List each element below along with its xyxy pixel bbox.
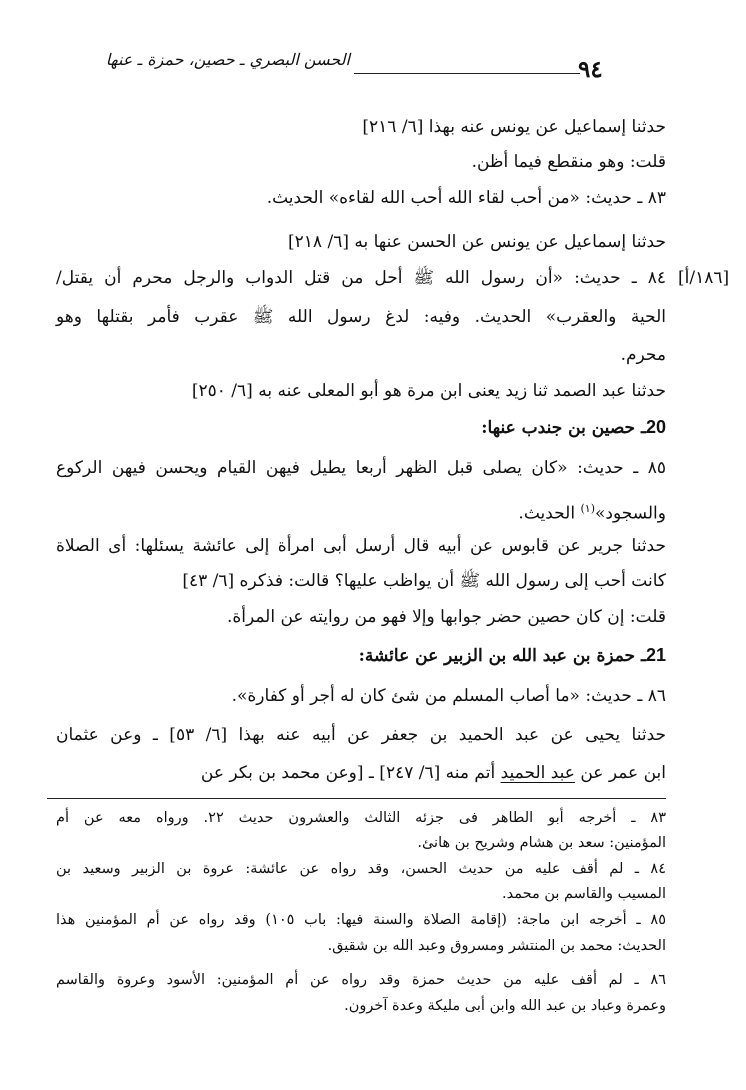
page-number: ٩٤ <box>578 56 603 83</box>
text-line: محرم. <box>620 345 666 365</box>
running-title: الحسن البصري ـ حصين، حمزة ـ عنها <box>105 50 350 69</box>
text-line: ٨٤ ـ حديث: «أن رسول الله ﷺ أحل من قتل الدواب والرجل محرم أن يقتل/ <box>56 268 666 288</box>
footnote-line: المؤمنين: سعد بن هشام وشريح بن هانئ. <box>417 835 666 851</box>
text-line: ٨٥ ـ حديث: «كان يصلى قبل الظهر أربعا يطيل فيهن القيام ويحسن فيهن الركوع <box>56 458 666 478</box>
section-title: ـ حمزة بن عبد الله بن الزبير عن عائشة: <box>358 646 646 666</box>
text-line: ٨٦ ـ حديث: «ما أصاب المسلم من شئ كان له أجر أو كفارة». <box>231 686 666 706</box>
section-title: ـ حصين بن جندب عنها: <box>481 418 646 438</box>
footnote-line: المسيب والقاسم بن محمد. <box>501 886 666 902</box>
text-line: حدثنا يحيى عن عبد الحميد بن جعفر عن أبيه عنه بهذا [٦/ ٥٣] ـ وعن عثمان <box>56 725 666 745</box>
text-line: ٨٣ ـ حديث: «من أحب لقاء الله أحب الله لقاءه» الحديث. <box>266 188 666 208</box>
section-heading <box>481 417 666 438</box>
footnote-line: ٨٤ ـ لم أقف عليه من حديث الحسن، وقد رواه عن عائشة: عروة بن الزبير وسعيد بن <box>56 861 666 877</box>
text-segment: أتم منه [٦/ ٢٤٧] ـ [وعن محمد بن بكر عن <box>200 763 501 783</box>
section-number: 20 <box>645 417 666 437</box>
header-rule <box>354 73 580 74</box>
footnote-line: ٨٣ ـ أخرجه أبو الطاهر فى جزئه الثالث والعشرون حديث ٢٢. ورواه معه عن أم <box>56 810 666 826</box>
text-line: الحية والعقرب» الحديث. وفيه: لدغ رسول الله ﷺ عقرب فأمر بقتلها وهو <box>56 307 666 327</box>
text-line: حدثنا إسماعيل عن يونس عنه بهذا [٦/ ٢١٦] <box>362 117 666 137</box>
text-line: قلت: إن كان حصين حضر جوابها وإلا فهو من روايته عن المرأة. <box>226 607 666 627</box>
footnote-line: ٨٥ ـ أخرجه ابن ماجة: (إقامة الصلاة والسنة فيها: باب ١٠٥) وقد رواه عن أم المؤمنين هذا <box>56 912 666 928</box>
text-line: حدثنا عبد الصمد ثنا زيد يعنى ابن مرة هو أبو المعلى عنه به [٦/ ٢٥٠] <box>191 381 666 401</box>
footnote-line: الحديث: محمد بن المنتشر ومسروق وعبد الله بن شقيق. <box>327 938 666 954</box>
margin-folio-note: [١٨٦/أ] <box>678 268 730 288</box>
text-line: حدثنا إسماعيل عن يونس عن الحسن عنها به [٦/ ٢١٨] <box>288 232 666 252</box>
footnote-rule <box>47 798 666 799</box>
quote-text: والسجود» <box>594 503 666 524</box>
text-line <box>56 761 666 785</box>
quote-tail: الحديث. <box>518 503 581 524</box>
section-heading <box>359 645 666 666</box>
text-line <box>56 497 666 526</box>
section-number: 21 <box>645 645 666 665</box>
footnote-line: وعمرة وعباد بن عبد الله وابن أبى مليكة وعدة آخرون. <box>344 998 666 1014</box>
footnote-line: ٨٦ ـ لم أقف عليه من حديث حمزة وقد رواه عن أم المؤمنين: الأسود وعروة والقاسم <box>56 972 666 988</box>
text-segment: ابن عمر عن <box>574 763 666 783</box>
footnote-marker: (١) <box>580 502 595 515</box>
text-line: حدثنا جرير عن قابوس عن أبيه قال أرسل أبى امرأة إلى عائشة يسئلها: أى الصلاة <box>56 536 666 556</box>
text-line: كانت أحب إلى رسول الله ﷺ أن يواظب عليها؟ قالت: فذكره [٦/ ٤٣] <box>182 571 666 591</box>
underlined-name: عبد الحميد <box>500 763 575 783</box>
text-line: قلت: وهو منقطع فيما أظن. <box>471 152 666 172</box>
